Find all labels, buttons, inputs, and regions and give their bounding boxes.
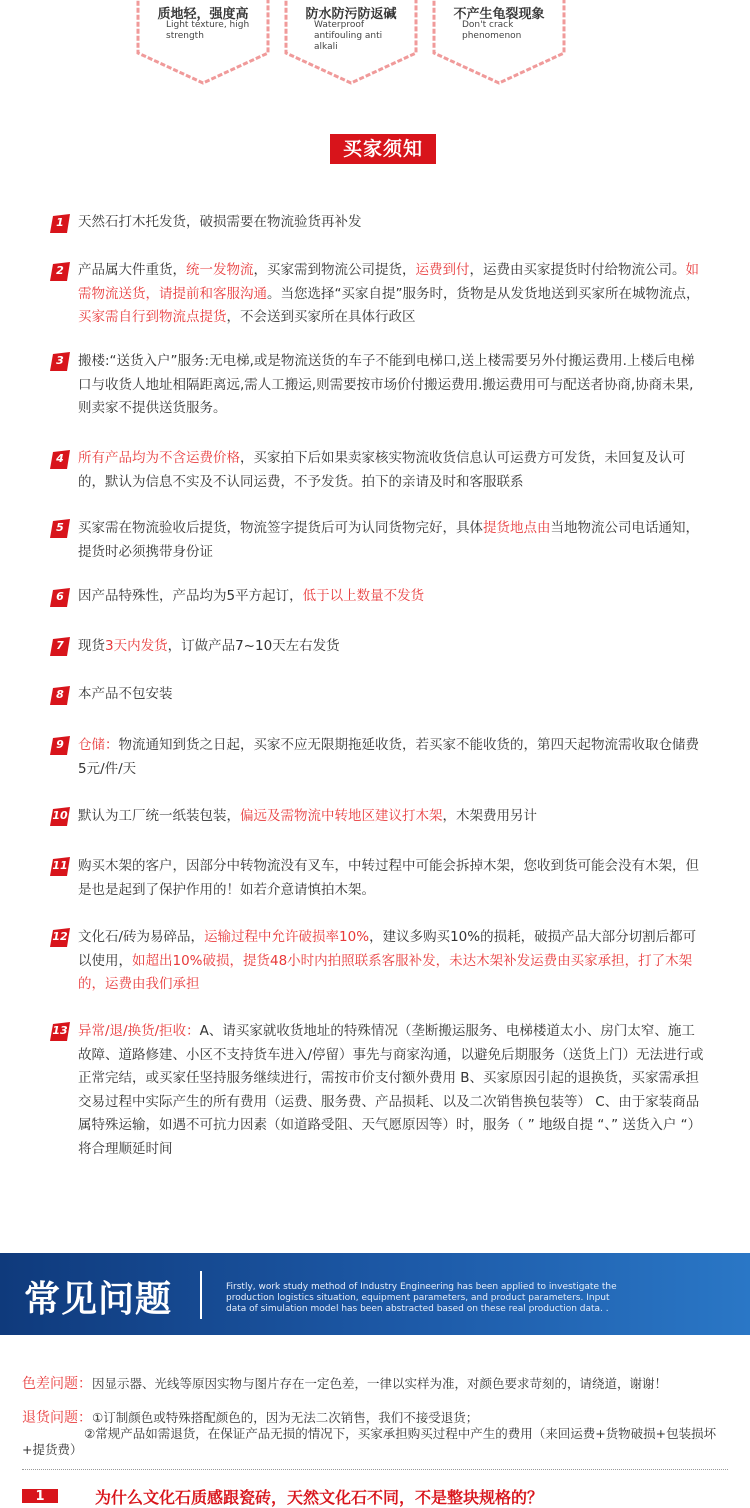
notice-item-2	[78, 259, 703, 330]
faq-label: 色差问题：	[22, 1376, 92, 1392]
faq-label: 退货问题：	[22, 1410, 92, 1426]
item-text: A、请买家就收货地址的特殊情况（垄断搬运服务、电梯楼道太小、房门太窄、施工故障、道路修建、小区不支持货车进入/停留）事先与商家沟通，以避免后期服务（送货上门）无法进行或正常完结，或买家任坚持服务继续进行，需按市价支付额外费用 B、买家原因引起的退换货，买家需承担交易过程中实际产生的所有费用（运费、服务费、产品损耗、以及二次销售换包装等） C、由于家装商品属特殊运输，如遇不可抗力因素（如道路受阻、天气愿原因等）时，服务（ ” 地级自提 “、” 送货入户 “）将合理顺延时间	[78, 1023, 704, 1157]
item-text: 本产品不包安装	[78, 686, 173, 702]
item-number: 5	[56, 521, 64, 534]
item-text: 产品属大件重货，	[78, 262, 186, 278]
faq-color-difference	[22, 1376, 722, 1392]
item-number-badge-icon	[48, 449, 72, 471]
item-highlight: 如需物流送货，请提前和客服沟通	[78, 262, 699, 302]
item-number-badge-icon	[48, 213, 72, 235]
item-text: 现货	[78, 638, 105, 654]
item-highlight: 偏远及需物流中转地区建议打木架	[240, 808, 443, 824]
notice-item-11	[78, 855, 703, 902]
item-number-badge-icon	[48, 636, 72, 658]
item-number: 13	[52, 1024, 68, 1037]
item-highlight: 运费到付	[415, 262, 470, 278]
item-text: ，买家需到物流公司提货，	[253, 262, 416, 278]
item-number: 8	[56, 688, 64, 701]
item-text: ，买家拍下后如果卖家核实物流收货信息认可运费方可发货，未回复及认可的，默认为信息不实及不认同运费，不予发货。拍下的亲请及时和客服联系	[78, 450, 686, 490]
item-number: 4	[56, 452, 64, 465]
notice-item-1	[78, 211, 703, 235]
item-number-badge-icon	[48, 685, 72, 707]
feature-subtitle: Don't crack phenomenon	[462, 20, 522, 41]
item-highlight: 3天内发货	[105, 638, 168, 654]
notice-item-6	[78, 585, 703, 609]
item-text: 。当您选择“买家自提”服务时，货物是从发货地送到买家所在城物流点，	[267, 285, 700, 302]
item-text: 买家需在物流验收后提货，物流签字提货后可为认同货物完好，具体	[78, 520, 483, 536]
item-text: ，建议多购买10%的损耗，破损产品大部分切割后都可以使用，	[78, 929, 697, 969]
feature-title: 不产生龟裂现象	[453, 7, 545, 22]
item-text: 物流通知到货之日起，买家不应无限期拖延收货，若买家不能收货的，第四天起物流需收取仓储费5元/件/天	[78, 737, 699, 777]
item-highlight: 异常/退/换货/拒收：	[78, 1023, 200, 1039]
item-number: 2	[56, 264, 64, 277]
item-text: ，运费由买家提货时付给物流公司。	[469, 262, 686, 278]
item-highlight: 统一发物流	[186, 262, 254, 278]
item-text: ，不会送到买家所在具体行政区	[226, 309, 416, 325]
item-number: 10	[52, 809, 68, 822]
item-number: 11	[52, 859, 68, 872]
notice-item-3	[78, 350, 703, 421]
faq-text: ①订制颜色或特殊搭配颜色的，因为无法二次销售，我们不接受退货；	[92, 1410, 479, 1425]
item-number-badge-icon	[48, 587, 72, 609]
item-number-badge-icon	[48, 735, 72, 757]
banner-divider	[200, 1271, 202, 1319]
notice-item-10	[78, 805, 703, 829]
item-number-badge-icon	[48, 927, 72, 949]
faq-text: ②常规产品如需退货，在保证产品无损的情况下，买家承担购买过程中产生的费用（来回运费+货物破损+包装损坏+提货费）	[22, 1426, 717, 1457]
question-title: 为什么文化石质感跟瓷砖，天然文化石不同，不是整块规格的？	[95, 1488, 544, 1507]
item-text: 因产品特殊性，产品均为5平方起订，	[78, 588, 303, 604]
faq-return-policy	[22, 1410, 722, 1458]
item-number: 3	[56, 354, 64, 367]
item-number: 9	[56, 738, 64, 751]
item-highlight: 仓储：	[78, 737, 119, 753]
notice-item-4	[78, 447, 703, 494]
notice-item-8	[78, 683, 703, 707]
item-number: 12	[52, 930, 68, 943]
item-highlight: 所有产品均为不含运费价格	[78, 450, 240, 466]
feature-badge-waterproof	[282, 0, 420, 86]
item-highlight: 如超出10%破损，提货48小时内拍照联系客服补发，未达木架补发运费由买家承担，打了木架的，运费由我们承担	[78, 952, 693, 992]
item-text: ，木架费用另计	[442, 808, 537, 824]
item-highlight: 提货地点由	[483, 520, 551, 536]
faq-banner-subtitle: Firstly, work study method of Industry Engineering has been applied to investigate the production logistics situation, equipment parameters, and product parameters. Input data of simulation model has been abstracted based on these real production data. .	[226, 1282, 617, 1314]
notice-item-12	[78, 926, 703, 997]
faq-banner	[0, 1253, 750, 1335]
feature-badge-light-strong	[134, 0, 272, 86]
item-highlight: 买家需自行到物流点提货	[78, 309, 227, 325]
item-number-badge-icon	[48, 806, 72, 828]
item-number: 7	[56, 639, 64, 652]
faq-banner-title: 常见问题	[24, 1279, 173, 1320]
item-text: 默认为工厂统一纸装包装，	[78, 808, 240, 824]
notice-item-9	[78, 734, 703, 781]
item-highlight: 运输过程中允许破损率10%	[204, 929, 370, 945]
dotted-divider	[22, 1469, 728, 1470]
item-number: 6	[56, 590, 64, 603]
notice-item-13	[78, 1020, 708, 1161]
item-highlight: 低于以上数量不发货	[302, 588, 425, 604]
item-number-badge-icon	[48, 518, 72, 540]
feature-badge-no-crack	[430, 0, 568, 86]
item-text: 天然石打木托发货，破损需要在物流验货再补发	[78, 214, 362, 230]
item-number-badge-icon	[48, 261, 72, 283]
notice-item-7	[78, 635, 703, 659]
item-number-badge-icon	[48, 1021, 72, 1043]
item-text: 文化石/砖为易碎品，	[78, 929, 205, 945]
item-text: ，订做产品7~10天左右发货	[167, 638, 340, 654]
notice-item-5	[78, 517, 703, 564]
item-number-badge-icon	[48, 856, 72, 878]
item-text: 当地物流公司电话通知，提货时必须携带身份证	[78, 520, 699, 560]
item-text: 搬楼:“送货入户”服务:无电梯,或是物流送货的车子不能到电梯口,送上楼需要另外付搬运费用.上楼后电梯口与收货人地址相隔距离远,需人工搬运,则需要按市场价付搬运费用.搬运费用可与配送者协商,协商未果,则卖家不提供送货服务。	[78, 353, 695, 416]
feature-title: 防水防污防返碱	[305, 7, 397, 22]
notice-title: 买家须知	[330, 134, 436, 164]
feature-subtitle: Waterproof antifouling anti alkali	[314, 20, 383, 52]
item-number-badge-icon	[48, 351, 72, 373]
feature-subtitle: Light texture, high strength	[166, 20, 250, 41]
feature-title: 质地轻，强度高	[157, 7, 249, 22]
question-number-badge: 1	[22, 1489, 58, 1503]
item-text: 购买木架的客户，因部分中转物流没有叉车，中转过程中可能会拆掉木架，您收到货可能会没有木架，但是也是起到了保护作用的！如若介意请慎拍木架。	[78, 858, 699, 898]
faq-text: 因显示器、光线等原因实物与图片存在一定色差，一律以实样为准，对颜色要求苛刻的，请绕道，谢谢！	[92, 1376, 668, 1391]
item-number: 1	[56, 216, 64, 229]
